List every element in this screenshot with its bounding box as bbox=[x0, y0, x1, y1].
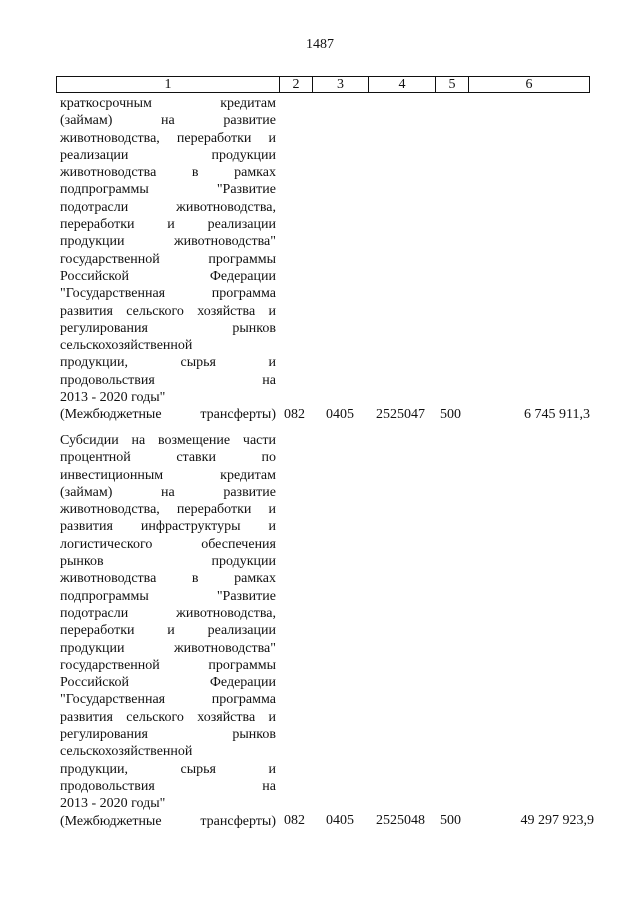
description-line: (Межбюджетные трансферты) bbox=[60, 407, 276, 423]
description-line: развития сельского хозяйства и bbox=[60, 709, 276, 725]
description-line: продукции животноводства" bbox=[60, 234, 276, 250]
description-line: животноводства, переработки и bbox=[60, 130, 276, 146]
description-line: продукции, сырья и bbox=[60, 761, 276, 777]
description-line: продукции, сырья и bbox=[60, 355, 276, 371]
description-line: животноводства в рамках bbox=[60, 571, 276, 587]
description-line: процентной ставки по bbox=[60, 450, 276, 466]
header-col-2: 2 bbox=[279, 77, 312, 92]
description-line: государственной программы bbox=[60, 657, 276, 673]
description-line: реализации продукции bbox=[60, 147, 276, 163]
expense-type-code: 500 bbox=[440, 407, 461, 422]
description-line: регулирования рынков bbox=[60, 320, 276, 336]
description-line: продукции животноводства" bbox=[60, 640, 276, 656]
page-number: 1487 bbox=[306, 37, 334, 52]
description-line: государственной программы bbox=[60, 251, 276, 267]
description-line: рынков продукции bbox=[60, 554, 276, 570]
row-values bbox=[60, 812, 600, 829]
description-line: Российской Федерации bbox=[60, 268, 276, 284]
amount-value: 6 745 911,3 bbox=[524, 407, 590, 422]
description-line: сельскохозяйственной bbox=[60, 744, 193, 760]
description-line: 2013 - 2020 годы" bbox=[60, 796, 166, 812]
target-code: 2525048 bbox=[376, 813, 425, 828]
row-values bbox=[60, 406, 600, 423]
header-col-6: 6 bbox=[468, 77, 589, 92]
description-line: подпрограммы "Развитие bbox=[60, 182, 276, 198]
description-line: логистического обеспечения bbox=[60, 536, 276, 552]
description-line: краткосрочным кредитам bbox=[60, 96, 276, 111]
description-line: сельскохозяйственной bbox=[60, 338, 193, 354]
description-line: инвестиционным кредитам bbox=[60, 467, 276, 483]
description-line: Субсидии на возмещение части bbox=[60, 433, 276, 448]
description-line: продовольствия на bbox=[60, 372, 276, 388]
description-line: "Государственная программа bbox=[60, 692, 276, 708]
description-line: (Межбюджетные трансферты) bbox=[60, 813, 276, 829]
description-line: "Государственная программа bbox=[60, 286, 276, 302]
description-line: развития сельского хозяйства и bbox=[60, 303, 276, 319]
description-line: регулирования рынков bbox=[60, 727, 276, 743]
header-col-5: 5 bbox=[435, 77, 468, 92]
row-description bbox=[60, 95, 276, 424]
description-line: продовольствия на bbox=[60, 778, 276, 794]
description-line: животноводства, переработки и bbox=[60, 502, 276, 518]
description-line: развития инфраструктуры и bbox=[60, 519, 276, 535]
section-code: 0405 bbox=[326, 813, 354, 828]
table-row-entry-2 bbox=[60, 432, 600, 830]
description-line: Российской Федерации bbox=[60, 675, 276, 691]
description-line: (займам) на развитие bbox=[60, 484, 276, 500]
table-header-row bbox=[56, 76, 590, 93]
amount-value: 49 297 923,9 bbox=[520, 813, 594, 828]
description-line: переработки и реализации bbox=[60, 217, 276, 233]
header-col-3: 3 bbox=[312, 77, 368, 92]
ministry-code: 082 bbox=[284, 813, 305, 828]
header-col-4: 4 bbox=[368, 77, 435, 92]
table-row-entry-1 bbox=[60, 95, 600, 424]
description-line: (займам) на развитие bbox=[60, 113, 276, 129]
description-line: животноводства в рамках bbox=[60, 165, 276, 181]
header-col-1: 1 bbox=[164, 77, 172, 92]
expense-type-code: 500 bbox=[440, 813, 461, 828]
description-line: 2013 - 2020 годы" bbox=[60, 390, 166, 406]
description-line: подпрограммы "Развитие bbox=[60, 588, 276, 604]
description-line: подотрасли животноводства, bbox=[60, 605, 276, 621]
row-description bbox=[60, 432, 276, 830]
description-line: подотрасли животноводства, bbox=[60, 199, 276, 215]
description-line: переработки и реализации bbox=[60, 623, 276, 639]
section-code: 0405 bbox=[326, 407, 354, 422]
target-code: 2525047 bbox=[376, 407, 425, 422]
ministry-code: 082 bbox=[284, 407, 305, 422]
